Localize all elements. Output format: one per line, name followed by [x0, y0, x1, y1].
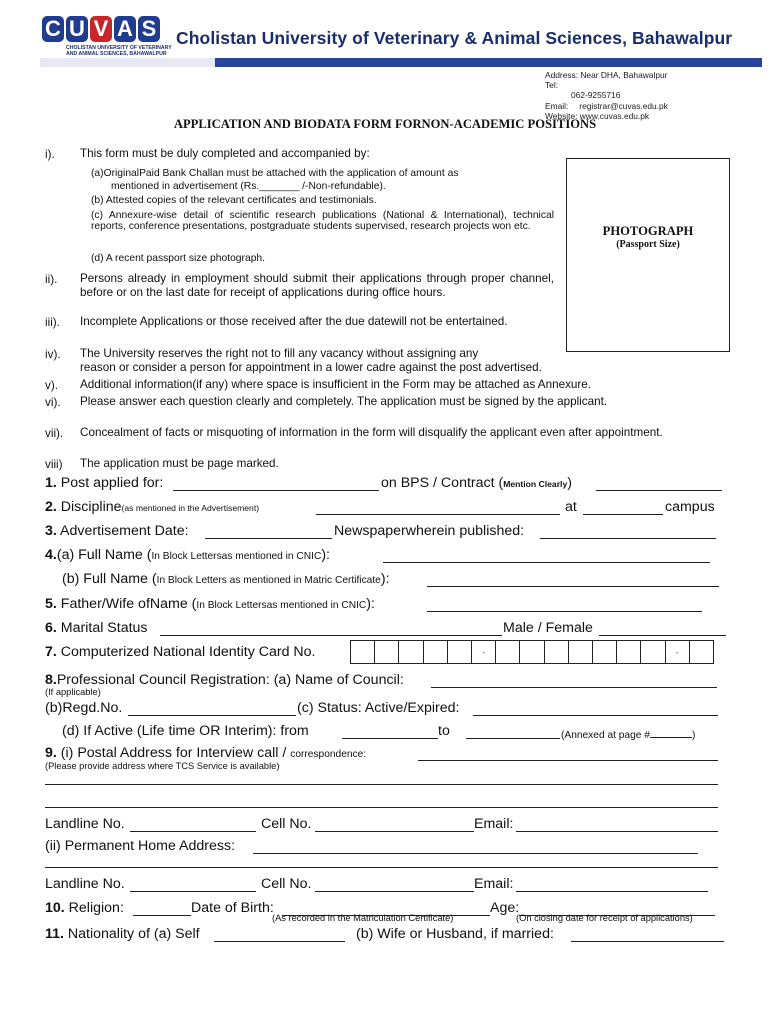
postal-address-input-3[interactable]	[45, 807, 718, 808]
photograph-label: PHOTOGRAPH	[602, 224, 694, 238]
instruction-num: i).	[45, 148, 55, 161]
instruction-text: The University reserves the right not to fill any vacancy without assigning any	[80, 347, 479, 360]
cnic-digit-box[interactable]	[399, 641, 423, 663]
gender-label: Male / Female	[503, 620, 593, 636]
field-cnic: 7. Computerized National Identity Card No.	[45, 644, 316, 660]
cnic-digit-box[interactable]	[690, 641, 713, 663]
field-full-name-matric: (b) Full Name (In Block Letters as mentioned in Matric Certificate):	[62, 571, 390, 587]
cnic-digit-box[interactable]	[520, 641, 544, 663]
instruction-text: This form must be duly completed and accompanied by:	[80, 147, 370, 160]
landline-label-2: Landline No.	[45, 876, 125, 892]
logo-letter: V	[90, 16, 112, 42]
religion-input[interactable]	[133, 915, 191, 916]
field-discipline: 2. Discipline(as mentioned in the Advertisement)	[45, 499, 260, 515]
postal-address-input-2[interactable]	[45, 784, 718, 785]
instruction-text: Concealment of facts or misquoting of information in the form will disqualify the applicant even after appointment.	[80, 426, 663, 439]
instruction-num: iii).	[45, 316, 60, 329]
email-input[interactable]	[516, 831, 718, 832]
newspaper-label: Newspaperwherein published:	[334, 523, 525, 539]
email-label-2: Email:	[474, 876, 514, 892]
logo-subtitle	[66, 45, 172, 57]
active-from-input[interactable]	[342, 738, 438, 739]
logo-subtitle-line-1: CHOLISTAN UNIVERSITY OF VETERINARY	[66, 45, 172, 51]
email: Email: registrar@cuvas.edu.pk	[545, 100, 668, 111]
field-marital-status: 6. Marital Status	[45, 620, 148, 636]
email-label: Email:	[474, 816, 514, 832]
field-nationality: 11. Nationality of (a) Self	[45, 926, 200, 942]
logo-letters	[42, 14, 162, 44]
logo-letter: U	[66, 16, 88, 42]
permanent-address-label: (ii) Permanent Home Address:	[45, 838, 236, 854]
field-council-name: 8.Professional Council Registration: (a) Name of Council:	[45, 672, 404, 688]
status-input[interactable]	[473, 715, 718, 716]
active-to-input[interactable]	[466, 738, 560, 739]
logo-letter: A	[114, 16, 136, 42]
field-active-period: (d) If Active (Life time OR Interim): from	[62, 723, 309, 739]
status-label: (c) Status: Active/Expired:	[297, 700, 460, 716]
cnic-digit-box[interactable]	[593, 641, 617, 663]
requirement-a-cont: mentioned in advertisement (Rs._______ /-Non-refundable).	[111, 181, 386, 192]
field-postal-address: 9. (i) Postal Address for Interview call / correspondence:	[45, 745, 367, 761]
instruction-text: Incomplete Applications or those received after the due datewill not be entertained.	[80, 315, 508, 328]
header-bar	[40, 58, 762, 67]
instruction-num: v).	[45, 379, 58, 392]
newspaper-input[interactable]	[540, 538, 716, 539]
logo-letter: C	[42, 16, 64, 42]
telephone: Tel: 062-9255716	[545, 80, 621, 101]
full-name-cnic-input[interactable]	[383, 562, 710, 563]
cell-input[interactable]	[315, 831, 474, 832]
cnic-digit-box[interactable]	[448, 641, 472, 663]
logo-subtitle-line-2: AND ANIMAL SCIENCES, BAHAWALPUR	[66, 51, 167, 57]
landline-input[interactable]	[130, 831, 256, 832]
cell-label: Cell No.	[261, 816, 312, 832]
father-wife-name-input[interactable]	[427, 611, 702, 612]
instruction-num: iv).	[45, 348, 61, 361]
instruction-text: Please answer each question clearly and completely. The application must be signed by the applicant.	[80, 395, 608, 408]
landline-label: Landline No.	[45, 816, 125, 832]
field-advertisement-date: 3. Advertisement Date:	[45, 523, 189, 539]
cnic-digit-box[interactable]: -	[472, 641, 496, 663]
field-religion: 10. Religion:	[45, 900, 124, 916]
cnic-digit-box[interactable]	[351, 641, 375, 663]
instruction-text: Persons already in employment should submit their applications through proper channel, before or on the last date for receipt of applications during office hours.	[80, 272, 554, 299]
council-name-input[interactable]	[431, 687, 717, 688]
tcs-note: (Please provide address where TCS Service is available)	[45, 761, 280, 771]
landline-input-2[interactable]	[130, 891, 256, 892]
instruction-text-cont: reason or consider a person for appointment in a lower cadre against the post advertised.	[80, 361, 542, 374]
requirement-c: (c) Annexure-wise detail of scientific research publications (National & International), technical reports, conference presentations, postgraduate students supervised, research projects won etc.	[91, 210, 554, 233]
full-name-matric-input[interactable]	[427, 586, 719, 587]
cnic-digit-box[interactable]: -	[666, 641, 690, 663]
instruction-num: ii).	[45, 273, 58, 286]
age-note: (On closing date for receipt of applications)	[516, 913, 693, 923]
form-title: APPLICATION AND BIODATA FORM FORNON-ACADEMIC POSITIONS	[173, 117, 597, 131]
campus-input[interactable]	[583, 514, 663, 515]
field-bps-contract: on BPS / Contract (Mention Clearly)	[381, 475, 572, 491]
email-input-2[interactable]	[516, 891, 708, 892]
marital-status-input[interactable]	[160, 635, 502, 636]
bps-contract-input[interactable]	[596, 490, 722, 491]
permanent-address-input-2[interactable]	[45, 867, 718, 868]
cnic-digit-box[interactable]	[375, 641, 399, 663]
cnic-digit-box[interactable]	[424, 641, 448, 663]
field-regd-no: (b)Regd.No.	[45, 700, 123, 716]
field-post-applied: 1. Post applied for:	[45, 475, 164, 491]
website: Website: www.cuvas.edu.pk	[545, 110, 650, 121]
dob-note: (As recorded in the Matriculation Certificate)	[272, 913, 454, 923]
regd-no-input[interactable]	[128, 715, 296, 716]
instruction-text: Additional information(if any) where space is insufficient in the Form may be attached as Annexure.	[80, 378, 592, 391]
spouse-nationality-label: (b) Wife or Husband, if married:	[356, 926, 554, 942]
address: Address: Near DHA, Bahawalpur	[545, 70, 668, 80]
cnic-digit-box[interactable]	[545, 641, 569, 663]
to-label: to	[438, 723, 450, 739]
postal-address-input-1[interactable]	[418, 760, 718, 761]
annexed-page-label: (Annexed at page # )	[561, 730, 696, 741]
discipline-input[interactable]	[316, 514, 560, 515]
field-full-name-cnic: 4.(a) Full Name (In Block Lettersas mentioned in CNIC):	[45, 547, 330, 563]
nationality-self-input[interactable]	[214, 941, 345, 942]
contact-block	[545, 70, 668, 121]
campus-label: campus	[665, 499, 715, 515]
at-label: at	[565, 499, 577, 515]
post-applied-input[interactable]	[173, 490, 379, 491]
instruction-num: vi).	[45, 396, 61, 409]
cnic-digit-box[interactable]	[641, 641, 665, 663]
nationality-spouse-input[interactable]	[571, 941, 724, 942]
photograph-size-note: (Passport Size)	[616, 239, 680, 250]
cnic-digit-box[interactable]	[617, 641, 641, 663]
age-label: Age:	[490, 900, 520, 916]
requirement-d: (d) A recent passport size photograph.	[91, 253, 266, 264]
instruction-num: vii).	[45, 427, 64, 440]
requirement-b: (b) Attested copies of the relevant certificates and testimonials.	[91, 195, 377, 206]
instruction-text: The application must be page marked.	[80, 457, 279, 470]
advertisement-date-input[interactable]	[205, 538, 332, 539]
cell-label-2: Cell No.	[261, 876, 312, 892]
permanent-address-input-1[interactable]	[253, 853, 698, 854]
dob-label: Date of Birth:	[191, 900, 274, 916]
instruction-num: viii)	[45, 458, 63, 471]
annexed-page-input[interactable]	[650, 737, 692, 738]
university-name: Cholistan University of Veterinary & Animal Sciences, Bahawalpur	[176, 28, 733, 48]
cell-input-2[interactable]	[315, 891, 474, 892]
cnic-digit-box[interactable]	[496, 641, 520, 663]
university-logo	[40, 14, 172, 58]
gender-input[interactable]	[599, 635, 726, 636]
field-father-wife-name: 5. Father/Wife ofName (In Block Lettersas mentioned in CNIC):	[45, 596, 375, 612]
requirement-a: (a)OriginalPaid Bank Challan must be attached with the application of amount as	[91, 168, 459, 179]
logo-letter: S	[138, 16, 160, 42]
photograph-box	[566, 158, 730, 352]
if-applicable-note: (If applicable)	[45, 687, 101, 697]
cnic-digit-boxes[interactable]	[350, 640, 714, 664]
cnic-digit-box[interactable]	[569, 641, 593, 663]
